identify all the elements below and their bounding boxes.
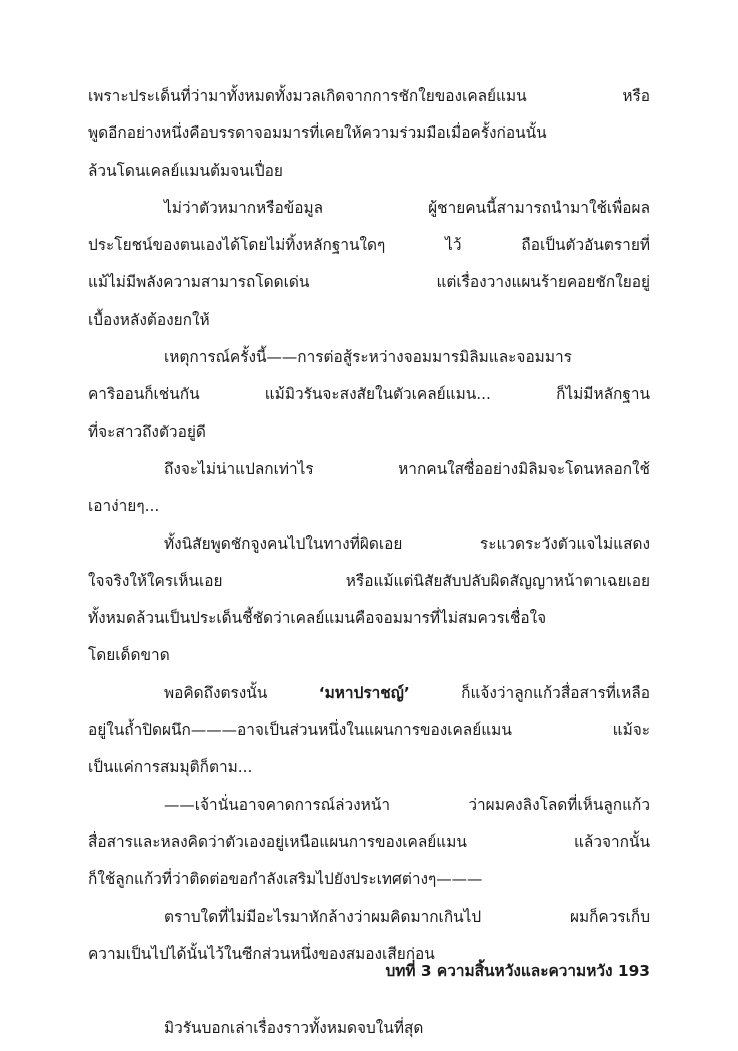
text-line: ความเป็นไปได้นั้นไว้ในซีกส่วนหนึ่งของสมองเสียก่อน — [88, 944, 435, 963]
text-line: เอาง่ายๆ... — [88, 497, 160, 516]
text-line: มิวรันบอกเล่าเรื่องราวทั้งหมดจบในที่สุด — [164, 1019, 424, 1038]
text-line: อยู่ในถ้ำปิดผนึก———อาจเป็นส่วนหนึ่งในแผนการของเคลย์แมน แม้จะ — [88, 721, 650, 740]
text-line: ที่จะสาวถึงตัวอยู่ดี — [88, 422, 206, 441]
text-line: ก็ใช้ลูกแก้วที่ว่าติดต่อขอกำลังเสริมไปยังประเทศต่างๆ——— — [88, 870, 483, 889]
text-line: ไม่ว่าตัวหมากหรือข้อมูล ผู้ชายคนนี้สามารถนำมาใช้เพื่อผล — [164, 198, 650, 217]
text-line: ถึงจะไม่น่าแปลกเท่าไร หากคนใสซื่ออย่างมิลิมจะโดนหลอกใช้ — [164, 459, 650, 478]
text-line: ตราบใดที่ไม่มีอะไรมาหักล้างว่าผมคิดมากเกินไป ผมก็ควรเก็บ — [164, 907, 650, 926]
text-line: โดยเด็ดขาด — [88, 646, 170, 665]
text-line: เป็นแค่การสมมุติก็ตาม... — [88, 758, 253, 777]
emphasized-term: ‘มหาปราชญ์’ — [318, 683, 410, 702]
text-line: ใจจริงให้ใครเห็นเอย หรือแม้แต่นิสัยสับปลับผิดสัญญาหน้าตาเฉยเอย — [88, 571, 650, 590]
body-text — [88, 78, 650, 1048]
text-line-with-emphasis — [88, 675, 650, 712]
text-line: เบื้องหลังต้องยกให้ — [88, 310, 210, 329]
text-line: ทั้งหมดล้วนเป็นประเด็นชี้ชัดว่าเคลย์แมนคือจอมมารที่ไม่สมควรเชื่อใจ — [88, 609, 547, 628]
text-line: ล้วนโดนเคลย์แมนต้มจนเปื่อย — [88, 161, 283, 180]
text-line: พูดอีกอย่างหนึ่งคือบรรดาจอมมารที่เคยให้ความร่วมมือเมื่อครั้งก่อนนั้น — [88, 124, 547, 143]
text-line: สื่อสารและหลงคิดว่าตัวเองอยู่เหนือแผนการของเคลย์แมน แล้วจากนั้น — [88, 832, 650, 851]
text-line: คาริออนก็เช่นกัน แม้มิวรันจะสงสัยในตัวเคลย์แมน... ก็ไม่มีหลักฐาน — [88, 385, 650, 404]
text-line: ประโยชน์ของตนเองได้โดยไม่ทิ้งหลักฐานใดๆ ไว้ ถือเป็นตัวอันตรายที่ — [88, 236, 650, 255]
text-segment: พอคิดถึงตรงนั้น — [164, 683, 319, 702]
text-line: เพราะประเด็นที่ว่ามาทั้งหมดทั้งมวลเกิดจากการชักใยของเคลย์แมน หรือ — [88, 87, 650, 105]
text-line: แม้ไม่มีพลังความสามารถโดดเด่น แต่เรื่องวางแผนร้ายคอยชักใยอยู่ — [88, 273, 650, 292]
text-line: ——เจ้านั่นอาจคาดการณ์ล่วงหน้า ว่าผมคงลิงโลดที่เห็นลูกแก้ว — [164, 795, 650, 814]
text-segment: ก็แจ้งว่าลูกแก้วสื่อสารที่เหลือ — [461, 683, 650, 702]
text-line: ทั้งนิสัยพูดชักจูงคนไปในทางที่ผิดเอย ระแวดระวังตัวแจไม่แสดง — [164, 534, 650, 553]
page-footer: บทที่ 3 ความสิ้นหวังและความหวัง 193 — [385, 962, 650, 980]
text-line: เหตุการณ์ครั้งนี้——การต่อสู้ระหว่างจอมมารมิลิมและจอมมาร — [164, 348, 572, 367]
